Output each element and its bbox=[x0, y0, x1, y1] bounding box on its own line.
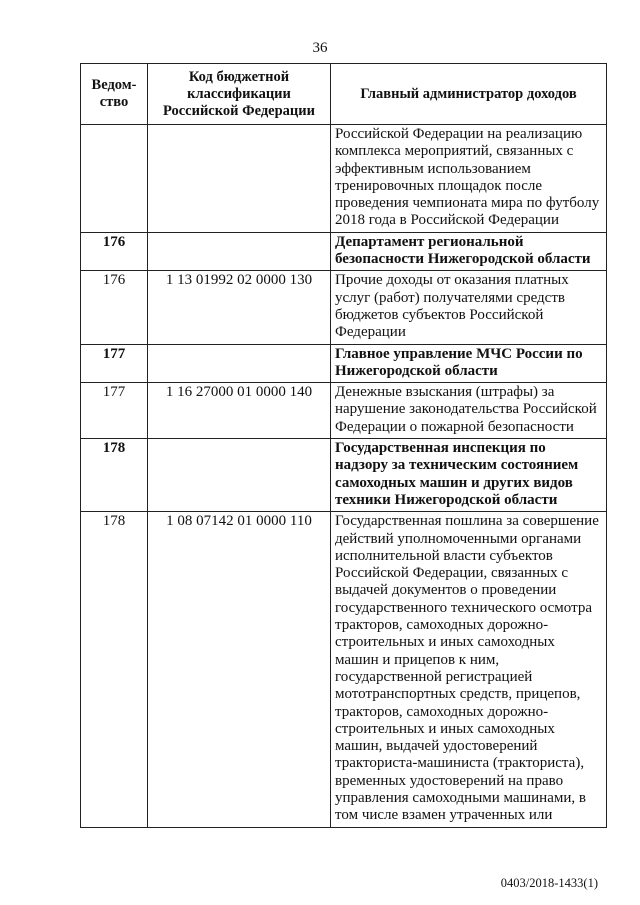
budget-code-cell bbox=[148, 344, 331, 383]
table-header-row bbox=[81, 64, 607, 125]
department-cell bbox=[81, 125, 148, 233]
header-department: Ведом-ство bbox=[81, 64, 148, 125]
budget-code-cell: 1 16 27000 01 0000 140 bbox=[148, 383, 331, 439]
table-row bbox=[81, 512, 607, 827]
table-row bbox=[81, 439, 607, 512]
administrator-cell: Прочие доходы от оказания платных услуг (работ) получателями средств бюджетов субъектов Российской Федерации bbox=[331, 271, 607, 344]
budget-code-cell: 1 08 07142 01 0000 110 bbox=[148, 512, 331, 827]
budget-code-cell bbox=[148, 232, 331, 271]
header-administrator: Главный администратор доходов bbox=[331, 64, 607, 125]
table-row bbox=[81, 383, 607, 439]
administrator-cell: Государственная пошлина за совершение действий уполномоченными органами исполнительной власти субъектов Российской Федерации, связанных с выдачей документов о проведении государственного технического осмотра тракторов, самоходных дорожно-строительных и иных самоходных машин и прицепов к ним, государственной регистрацией мототранспортных средств, прицепов, тракторов, самоходных дорожно-строительных и иных самоходных машин, выдачей удостоверений тракториста-машиниста (тракториста), временных удостоверений на право управления самоходными машинами, в том числе взамен утраченных или bbox=[331, 512, 607, 827]
table-row bbox=[81, 344, 607, 383]
table-body bbox=[81, 125, 607, 828]
department-cell: 178 bbox=[81, 512, 148, 827]
revenue-administrators-table bbox=[80, 63, 607, 828]
header-budget-code: Код бюджетной классификации Российской Федерации bbox=[148, 64, 331, 125]
administrator-cell: Департамент региональной безопасности Нижегородской области bbox=[331, 232, 607, 271]
administrator-cell: Денежные взыскания (штрафы) за нарушение законодательства Российской Федерации о пожарной безопасности bbox=[331, 383, 607, 439]
page-number: 36 bbox=[312, 40, 328, 56]
table-row bbox=[81, 232, 607, 271]
budget-code-cell: 1 13 01992 02 0000 130 bbox=[148, 271, 331, 344]
department-cell: 176 bbox=[81, 271, 148, 344]
table-row bbox=[81, 271, 607, 344]
administrator-cell: Государственная инспекция по надзору за техническим состоянием самоходных машин и других видов техники Нижегородской области bbox=[331, 439, 607, 512]
budget-code-cell bbox=[148, 125, 331, 233]
administrator-cell: Главное управление МЧС России по Нижегородской области bbox=[331, 344, 607, 383]
document-code: 0403/2018-1433(1) bbox=[500, 876, 598, 890]
budget-code-cell bbox=[148, 439, 331, 512]
department-cell: 177 bbox=[81, 383, 148, 439]
administrator-cell: Российской Федерации на реализацию комплекса мероприятий, связанных с эффективным использованием тренировочных площадок после проведения чемпионата мира по футболу 2018 года в Российской Федерации bbox=[331, 125, 607, 233]
table-row bbox=[81, 125, 607, 233]
department-cell: 177 bbox=[81, 344, 148, 383]
department-cell: 178 bbox=[81, 439, 148, 512]
department-cell: 176 bbox=[81, 232, 148, 271]
